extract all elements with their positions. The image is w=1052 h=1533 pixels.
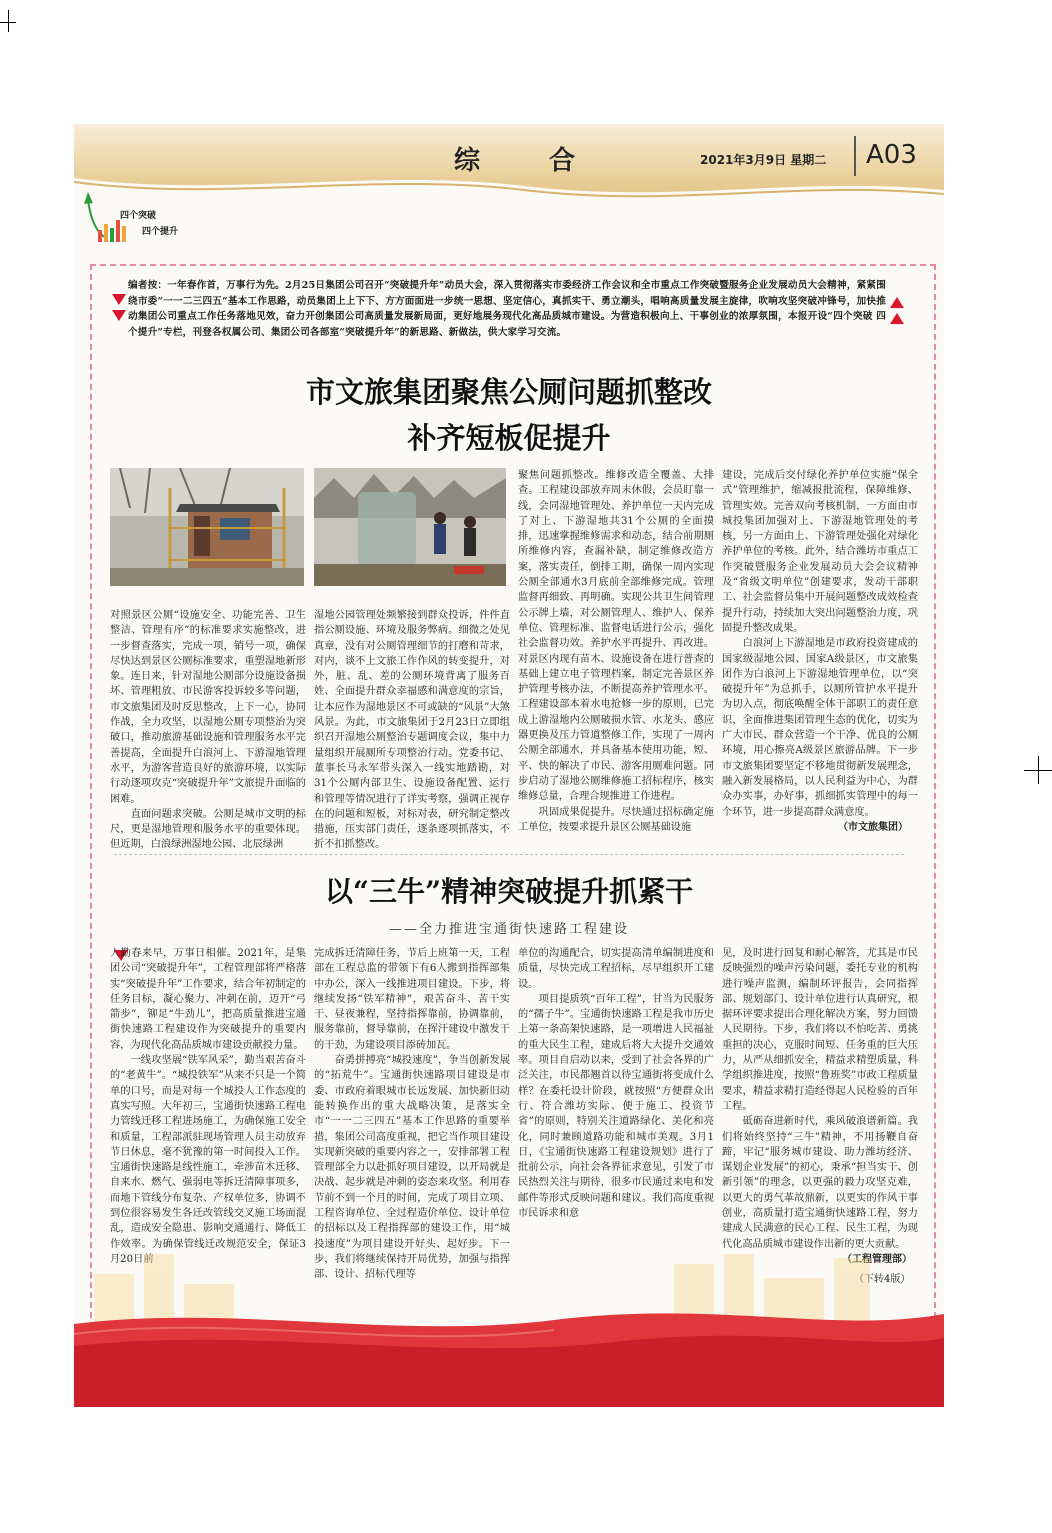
article1-headline-line2: 补齐短板促提升 [407,421,611,455]
article1-column-4: 建设，完成后交付绿化养护单位实施“保全式”管理维护，缩减报批流程，保障维修、管理实效。完善双向考核机制，一方面由市城投集团加强对上、下游湿地管理处的考核，另一方面由上、下游管理处强化对绿化养护单位的考核。此外，结合潍坊市重点工作突破暨服务企业发展动员大会会议精神及“省级文明单位”创建要求，发动干部职工、社会监督员集中开展问题整改成效检查提升行动，持续加大突出问题整治力度，巩固提升整改成果。 白浪河上下游湿地是市政府投资建成的国家级湿地公园、国家A级景区，市文旅集团作为白浪河上下游湿地管理单位，以“突破提升年”为总抓手，以厕所管护水平提升为切入点，彻底唤醒全体干部职工的责任意识，全面推进集团管理生态的优化，切实为广大市民、群众营造一个干净、优良的公厕环境，用心擦亮A级景区旅游品牌。下一步市文旅集团要坚定不移地贯彻新发展理念，融入新发展格局，以人民利益为中心，为群众办实事，办好事，抓细抓实管理中的每一个环节，进一步提高群众满意度。 [722,470,918,818]
article2-column-3: 单位的沟通配合，切实提高清单编制进度和质量，尽快完成工程招标，尽早组织开工建设。 项目提质筑“百年工程”，甘当为民服务的“孺子牛”。宝通街快速路工程是我市历史上第一条高架快速路，是一项增进人民福祉的重大民生工程，建成后将大大提升交通效率。项目自启动以来，受到了社会各界的广泛关注，市民都翘首以待宝通街将变成什么样？在委托设计阶段，就按照“方便群众出行、符合潍坊实际、便于施工、投资节省”的原则，特别关注道路绿化、美化和亮化，同时兼顾道路功能和城市美观。3月1日，《宝通街快速路工程建设规划》进行了批前公示，向社会各界征求意见，引发了市民热烈关注与期待，很多市民通过来电和发邮件等形式反映问题和建议。我们高度重视市民诉求和意 [518,948,714,1220]
page-number: A03 [866,140,917,170]
article1-column-2: 湿地公园管理处频繁接到群众投诉，件件直指公厕设施、环境及服务弊病。细微之处见真章，没有对公厕管理细节的打磨和苛求，对内，谈不上文旅工作作风的转变提升，对外，脏、乱、差的公厕环境背离了服务百姓、全面提升群众幸福感和满意度的宗旨，让本应作为湿地景区不可或缺的“风景”大煞风景。为此，市文旅集团于2月23日立即组织召开湿地公厕整治专题调度会议，集中力量组织开展厕所专项整治行动。党委书记、董事长马永军带头深入一线实地踏勘，对31个公厕内部卫生、设施设备配置、运行和管理等情况进行了详实考察，强调正视存在的问题和短板，对标对表，研究制定整改措施，压实部门责任，逐条逐项抓落实，不折不扣抓整改。 [314,610,510,851]
article1-column-3: 聚焦问题抓整改。维修改造全覆盖、大排查。工程建设部放弃周末休假，会员盯靠一线，会同湿地管理处、养护单位一天内完成了对上、下游湿地共31个公厕的全面摸排，迅速掌握维修需求和动态，结合前期厕所维修内容，查漏补缺，制定维修改造方案，落实责任，倒排工期，确保一周内实现公厕全部通水3月底前全部维修完成。管理监督再细致、再明确。实现公共卫生间管理公示牌上墙，对公厕管理人、维护人、保养单位、管理标准、监督电话进行公示，强化社会监督功效。养护水平再提升、再改进。对景区内现有苗木、设施设备在进行普查的基础上建立电子管理档案，制定完善景区养护管理考核办法，不断提高养护管理水平。工程建设部本着水电抢修一步的原则，已完成上游湿地内公厕破损水管、水龙头、感应器更换及压力管道整修工作，实现了一周内公厕全部通水，并具备基本使用功能，短、平、快的解决了市民、游客用厕难问题。同步启动了湿地公厕维修施工招标程序，核实维修总量，合理合规推进工作进程。 巩固成果促提升。尽快通过招标确定施工单位，按要求提升景区公厕基础设施 [518,470,714,833]
article2-column-4: 见，及时进行回复和耐心解答，尤其是市民反映强烈的噪声污染问题，委托专业的机构进行噪声监测，编制环评报告，会同指挥部、规划部门、设计单位进行认真研究，根据环评要求提出合理化解决方案，努力回馈人民期待。下步，我们将以不怕吃苦、勇挑重担的决心，克服时间短、任务重的巨大压力，从严从细抓安全，精益求精塑质量，科学组织推进度，按照“鲁班奖”市政工程质量要求，精益求精打造经得起人民检验的百年工程。 砥砺奋进新时代，乘风破浪谱新篇。我们将始终坚持“三牛”精神，不用扬鞭自奋蹄，牢记“服务城市建设、助力潍坊经济、谋划企业发展”的初心，秉承“担当实干、创新引领”的理念，以更强的毅力攻坚克难，以更大的勇气革故鼎新，以更实的作风干事创业，高质量打造宝通街快速路工程，努力建成人民满意的民心工程、民生工程，为现代化高品质城市建设作出新的更大贡献。 [722,948,918,1250]
header-wave-decoration [74,168,944,228]
red-triangle-icon [112,294,126,305]
article2-headline: 以“三牛”精神突破提升抓紧干 [324,875,694,908]
article2-byline: （工程管理部） [842,1254,912,1265]
red-triangle-icon [890,313,904,324]
crop-mark-top-left-v [8,10,9,32]
crop-mark-right-v [1038,756,1039,784]
section-title: 综 合 [454,146,606,176]
article1-headline-line1: 市文旅集团聚焦公厕问题抓整改 [305,375,712,409]
article2-column-1: 人勤春来早，万事日相催。2021年，是集团公司“突破提升年”，工程管理部将严格落实“突破提升年”工作要求，结合年初制定的任务目标，凝心聚力、冲刺在前，迈开“弓箭步”，铆足“牛劲儿”，把高质量推进宝通街快速路工程建设作为突破提升的重要内容，为现代化高品质城市建设贡献投力量。 一线攻坚展“铁军风采”，勤当艰苦奋斗的“老黄牛”。“城投铁军”从来不只是一个简单的口号，而是对每一个城投人工作态度的真实写照。大年初三，宝通街快速路工程电力管线迁移工程进场施工，为确保施工安全和质量，工程部派驻现场管理人员主动放弃节日休息，毫不犹豫的第一时间投入工作。宝通街快速路是线性施工，牵涉苗木迁移、自来水、燃气、强弱电等拆迁清障事项多，而地下管线分布复杂、产权单位多，协调不到位很容易发生各迁改管线交叉施工场面混乱，造成安全隐患、影响交通通行、降低工作效率。为确保管线迁改规范安全，保证3月20日前 [110,948,306,1265]
photo-toilet-renovation [110,468,304,586]
article2-subheadline: ——全力推进宝通街快速路工程建设 [388,922,629,937]
red-triangle-icon [890,297,904,308]
article2-column-2: 完成拆迁清障任务，节后上班第一天，工程部在工程总监的带领下有6人搬到指挥部集中办公，深入一线推进项目建设。下步，将继续发扬“铁军精神”，艰苦奋斗、苦干实干、昼夜兼程，坚持指挥靠前，协调靠前，服务靠前，督导靠前，在挥汗建设中激发干的干劲，为建设项目添砖加瓦。 奋勇拼搏亮“城投速度”，争当创新发展的“拓荒牛”。宝通街快速路项目建设是市委、市政府着眼城市长远发展、加快新旧动能转换作出的重大战略决策，是落实全市“一一二三四五”基本工作思路的重要举措，集团公司高度重视，把它当作项目建设实现新突破的重要内容之一，安排部署工程管理部全力以赴抓好项目建设，以开局就是决战、起步就是冲刺的姿态来攻坚。利用春节前不到一个月的时间，完成了项目立项、工程咨询单位、全过程造价单位、设计单位的招标以及工程指挥部的建设工作，用“城投速度”为项目建设开好头、起好步。下一步，我们将继续保持开局优势，加强与指挥部、设计、招标代理等 [314,948,510,1281]
header-separator [854,136,856,176]
newspaper-page [74,124,944,1407]
bottom-cityscape-decoration [74,1254,944,1407]
article1-byline: （市文旅集团） [838,822,908,833]
red-triangle-icon [112,310,126,321]
article1-column-1: 对照景区公厕“设施安全、功能完善、卫生整洁、管理有序”的标准要求实施整改，进一步督查落实，完成一项，销号一项，确保尽快达到景区公厕标准要求，重塑湿地新形象。连日来，针对湿地公厕部分设施设备损坏、管理粗放、市民游客投诉较多等问题，市文旅集团及时反思整改，上下一心，协同作战，全力攻坚，以湿地公厕专项整治为突破口，推动旅游基础设施和管理服务水平完善提高，全面提升白浪河上、下游湿地管理水平，为游客营造良好的旅游环境，以实际行动逐项攻克“突破提升年”文旅提升面临的困难。 直面问题求突破。公厕是城市文明的标尺，更是湿地管理和服务水平的重要体现。但近期，白浪绿洲湿地公园、北辰绿洲 [110,610,306,851]
photo-workers-onsite [314,468,506,586]
article-divider [114,854,904,855]
column-logo-line1: 四个突破 [120,211,157,221]
issue-date: 2021年3月9日 星期二 [700,153,827,167]
editor-note: 编者按：一年春作首，万事行为先。2月25日集团公司召开“突破提升年”动员大会，深入贯彻落实市委经济工作会议和全市重点工作突破暨服务企业发展动员大会精神，紧紧围绕市委“一一二三四五”基本工作思路，动员集团上上下下、方方面面进一步统一思想、坚定信心，真抓实干、勇立潮头，唱响高质量发展主旋律，吹响攻坚突破冲锋号，加快推动集团公司重点工作任务落地见效，奋力开创集团公司高质量发展新局面，更好地展务现代化高品质城市建设。为营造积极向上、干事创业的浓厚氛围，本报开设“四个突破 四个提升”专栏，刊登各权属公司、集团公司各部室“突破提升年”的新思路、新做法，供大家学习交流。 [128,280,886,338]
continued-note: （下转4版） [854,1274,911,1285]
column-logo-line2: 四个提升 [142,227,179,237]
column-logo [84,190,194,250]
